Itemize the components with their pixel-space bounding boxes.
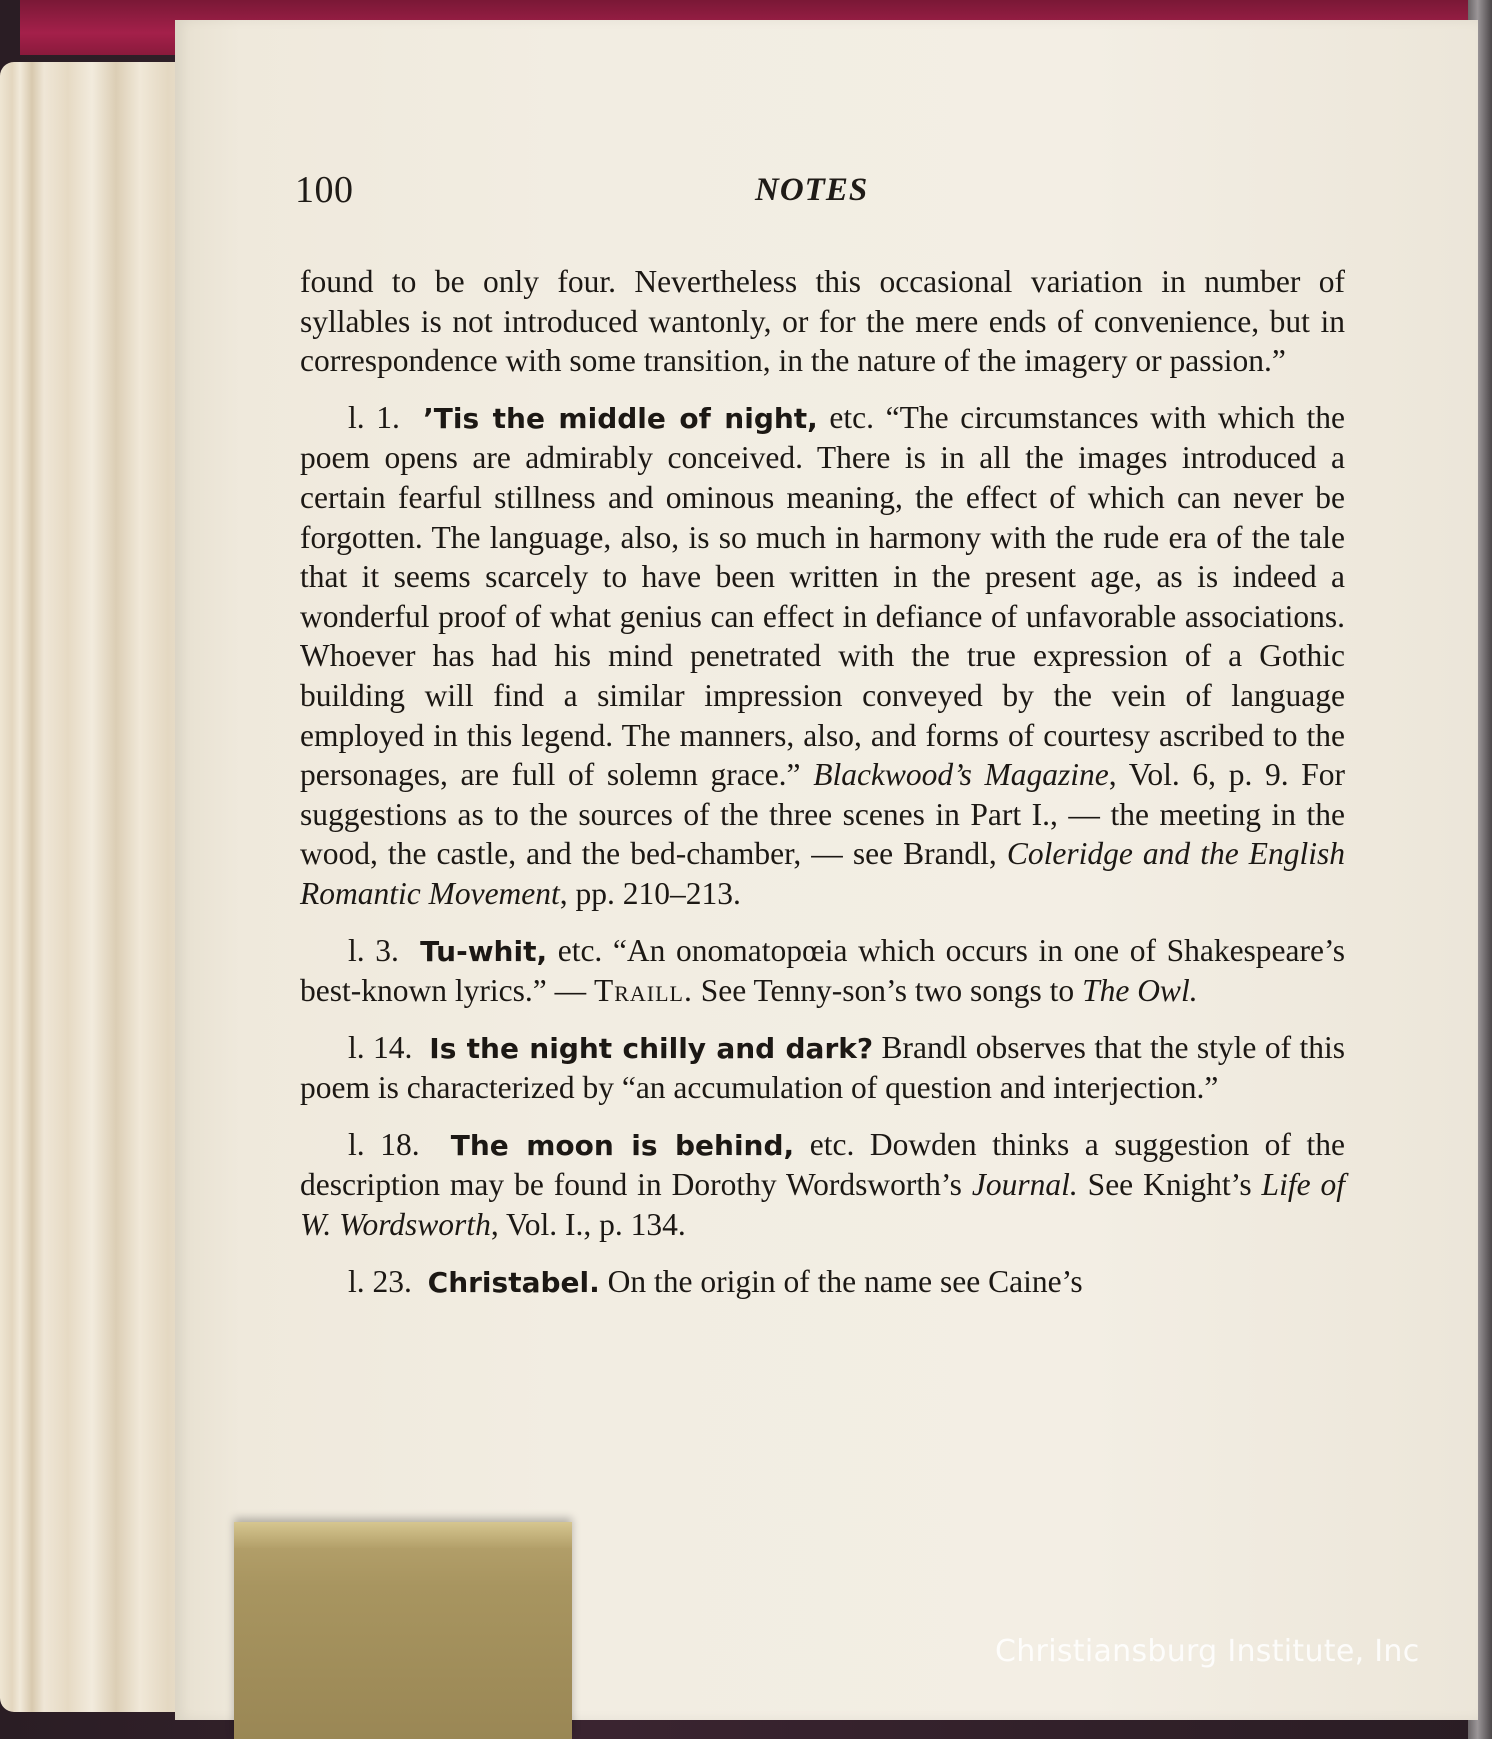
note-number: l. 1. [348,399,400,435]
note-lemma: The moon is behind, [450,1128,795,1162]
note-text: On the origin of the name see Caine’s [599,1263,1083,1299]
note-citation: Journal. [971,1167,1078,1203]
note-lemma: Tu-whit, [420,934,548,968]
note-citation: Life of W. Wordsworth [300,1167,1345,1243]
note-lemma: Is the night chilly and dark? [429,1031,874,1065]
page-header [295,168,1345,218]
note-text: , Vol. 6, p. 9. For suggestions as to the sources of the three scenes in Part I., — the meeting in the wood, the castle, and the bed-chamber, — see Brandl, [300,757,1346,872]
note-text: , Vol. I., p. 134. [490,1207,686,1243]
note-text: See Tenny-son’s two songs to [692,973,1083,1009]
brass-page-clip [234,1522,572,1739]
note-text: etc. “The circumstances with which the poem opens are admirably conceived. There is in all the images introduced a certain fearful stillness and ominous meaning, the effect of which can never be forgotten. The language, also, is so much in harmony with the rude era of the tale that it seems scarcely to have been written in the present age, as is indeed a wonderful proof of what genius can effect in defiance of unfavorable associations. Whoever has had his mind penetrated with the true expression of a Gothic building will find a similar impression conveyed by the vein of language employed in this legend. The manners, also, and forms of courtesy ascribed to the personages, are full of solemn grace.” [300,399,1345,793]
note-citation: Coleridge and the English Romantic Movement [300,836,1345,911]
watermark-text: Christiansburg Institute, Inc [995,1634,1420,1669]
note-number: l. 18. [348,1126,420,1162]
intro-paragraph: found to be only four. Nevertheless this occasional variation in number of syllables is not introduced wantonly, or for the mere ends of convenience, but in correspondence with some transition, in the nature of the imagery or passion.” [300,264,1345,379]
page-number: 100 [295,169,354,211]
running-head: NOTES [755,172,869,208]
note-lemma: Christabel. [427,1265,600,1299]
note-number: l. 3. [348,932,399,968]
note-line-14 [300,1028,1345,1108]
page-body [300,262,1345,1319]
note-text: See Knight’s [1077,1167,1262,1203]
note-text: etc. “An onomatopœia which occurs in one of Shakespeare’s best-known lyrics.” — [300,932,1345,1009]
note-citation: The Owl. [1082,973,1198,1009]
note-number: l. 14. [348,1029,413,1065]
note-citation: Blackwood’s Magazine [813,757,1109,793]
note-line-1 [300,398,1345,914]
note-text: etc. Dowden thinks a suggestion of the description may be found in Dorothy Wordsworth’s [300,1126,1345,1203]
note-number: l. 23. [348,1263,412,1299]
brass-clip-top [234,1522,572,1548]
note-line-18 [300,1125,1345,1245]
note-text: Brandl observes that the style of this poem is characterized by “an accumulation of question and interjection.” [300,1029,1345,1106]
page-edges [0,62,200,1712]
note-author: Traill. [593,973,693,1009]
note-line-23 [300,1262,1345,1303]
note-text: , pp. 210–213. [559,875,741,911]
note-line-3 [300,931,1345,1011]
note-lemma: ’Tis the middle of night, [423,401,818,435]
